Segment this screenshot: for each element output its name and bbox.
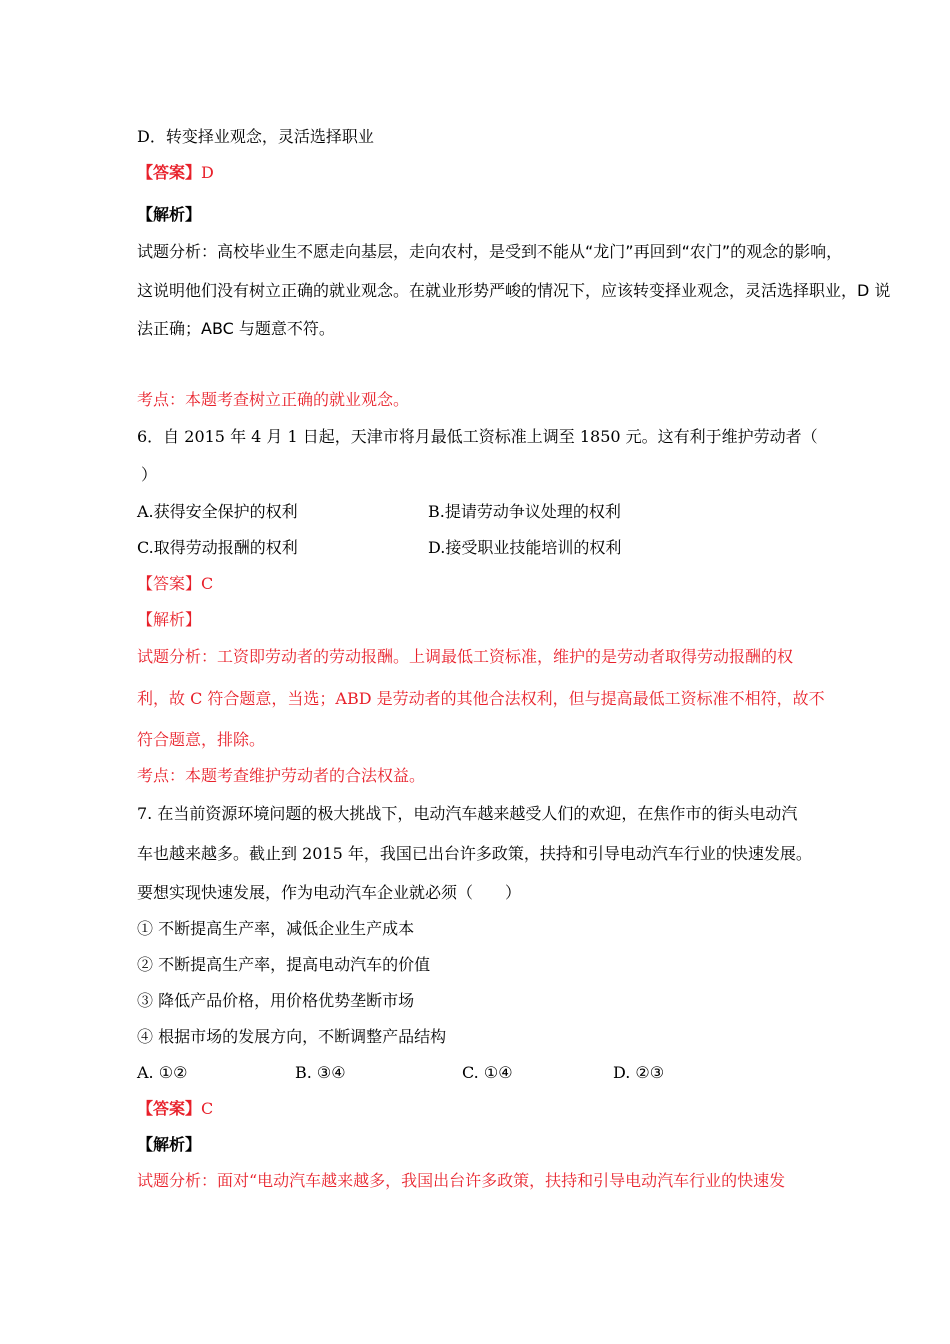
q5-analysis-line: 法正确；ABC 与题意不符。 xyxy=(137,319,335,338)
q5-kaodian: 考点：本题考查树立正确的就业观念。 xyxy=(137,390,410,409)
q6-answer xyxy=(137,573,213,595)
q5-option-d: D．转变择业观念，灵活选择职业 xyxy=(137,127,374,146)
q7-item: ② 不断提高生产率，提高电动汽车的价值 xyxy=(137,955,431,974)
q6-stem-line: 6．自 2015 年 4 月 1 日起，天津市将月最低工资标准上调至 1850 元。这有利于维护劳动者（ xyxy=(137,427,818,446)
q7-analysis-tag: 【解析】 xyxy=(137,1135,202,1154)
q7-option-c: C. ①④ xyxy=(462,1063,513,1082)
q6-analysis-line: 试题分析：工资即劳动者的劳动报酬。上调最低工资标准，维护的是劳动者取得劳动报酬的权 xyxy=(137,647,794,666)
q6-kaodian: 考点：本题考查维护劳动者的合法权益。 xyxy=(137,766,426,785)
q7-analysis-line: 试题分析：面对“电动汽车越来越多，我国出台许多政策，扶持和引导电动汽车行业的快速发 xyxy=(137,1171,786,1190)
q6-option-a: A.获得安全保护的权利 xyxy=(137,502,298,521)
answer-value: C xyxy=(201,574,214,593)
q6-analysis-tag: 【解析】 xyxy=(137,610,202,629)
q5-analysis-line: 这说明他们没有树立正确的就业观念。在就业形势严峻的情况下，应该转变择业观念，灵活选择职业，D 说 xyxy=(137,281,891,300)
q5-analysis-line: 试题分析：高校毕业生不愿走向基层，走向农村，是受到不能从“龙门”再回到“农门”的观念的影响， xyxy=(137,242,843,261)
q6-analysis-line: 符合题意，排除。 xyxy=(137,730,266,749)
q7-option-d: D. ②③ xyxy=(613,1063,665,1082)
q6-option-d: D.接受职业技能培训的权利 xyxy=(428,538,622,557)
q7-stem-line: 要想实现快速发展，作为电动汽车企业就必须（ ） xyxy=(137,883,522,902)
answer-tag: 【答案】 xyxy=(137,1099,202,1118)
q6-stem-line: ） xyxy=(141,465,158,484)
q7-stem-line: 7. 在当前资源环境问题的极大挑战下，电动汽车越来越受人们的欢迎，在焦作市的街头电动汽 xyxy=(137,804,798,823)
q5-answer xyxy=(137,162,214,184)
q7-stem-line: 车也越来越多。截止到 2015 年，我国已出台许多政策，扶持和引导电动汽车行业的快速发展。 xyxy=(137,844,812,863)
q7-answer xyxy=(137,1098,213,1120)
answer-value: C xyxy=(201,1099,214,1118)
q6-option-b: B.提请劳动争议处理的权利 xyxy=(428,502,621,521)
q5-analysis-tag: 【解析】 xyxy=(137,205,202,224)
q7-option-b: B. ③④ xyxy=(295,1063,346,1082)
q6-option-c: C.取得劳动报酬的权利 xyxy=(137,538,298,557)
q7-item: ④ 根据市场的发展方向，不断调整产品结构 xyxy=(137,1027,447,1046)
q6-analysis-line: 利，故 C 符合题意，当选；ABD 是劳动者的其他合法权利，但与提高最低工资标准不相符，故不 xyxy=(137,689,825,708)
answer-tag: 【答案】 xyxy=(137,574,202,593)
answer-value: D xyxy=(201,163,214,182)
answer-tag: 【答案】 xyxy=(137,163,202,182)
q7-item: ① 不断提高生产率，减低企业生产成本 xyxy=(137,919,415,938)
q7-item: ③ 降低产品价格，用价格优势垄断市场 xyxy=(137,991,415,1010)
q7-option-a: A. ①② xyxy=(137,1063,188,1082)
